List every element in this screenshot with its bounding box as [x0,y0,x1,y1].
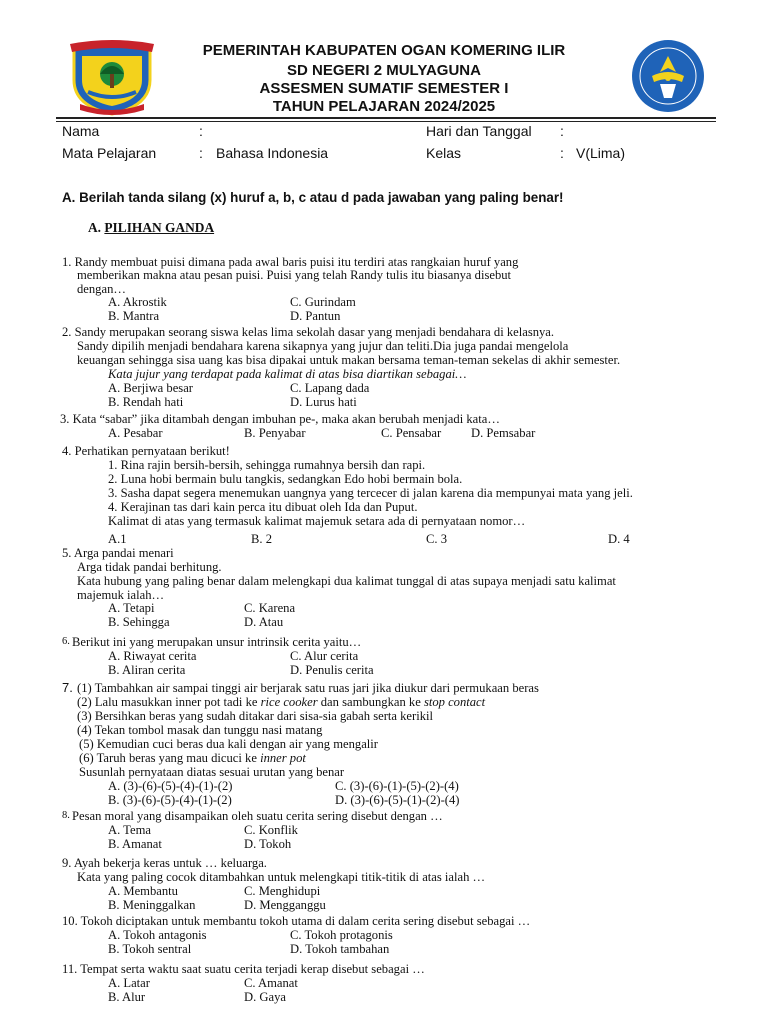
option-a[interactable]: A. Tema [108,823,151,837]
question-text: majemuk ialah… [77,588,165,602]
header-divider-thin [56,121,716,122]
question-prompt: Kata jujur yang terdapat pada kalimat di atas bisa diartikan sebagai… [108,367,467,381]
statement-4: 4. Kerajinan tas dari kain perca itu dibuat oleh Ida dan Puput. [108,500,418,514]
option-d[interactable]: D. Atau [244,615,284,629]
question-text: memberikan makna atau pesan puisi. Puisi yang telah Randy tulis itu biasanya disebut [77,268,512,282]
mata-pelajaran-value: Bahasa Indonesia [216,145,329,161]
question-number: 7. [62,680,73,695]
header-school-name: SD NEGERI 2 MULYAGUNA [287,62,481,79]
option-d[interactable]: D. Gaya [244,990,286,1004]
mata-pelajaran-label: Mata Pelajaran [62,145,157,161]
option-b[interactable]: B. Amanat [108,837,162,851]
option-c[interactable]: C. Alur cerita [290,649,359,663]
instruction: A. Berilah tanda silang (x) huruf a, b, c atau d pada jawaban yang paling benar! [62,190,564,205]
option-b[interactable]: B. Penyabar [244,426,306,440]
question-text: Kata hubung yang paling benar dalam melengkapi dua kalimat tunggal di atas supaya menjadi satu kalimat [77,574,616,588]
option-b[interactable]: B. (3)-(6)-(5)-(4)-(1)-(2) [108,793,232,807]
question-text: 11. Tempat serta waktu saat suatu cerita terjadi kerap disebut sebagai … [62,962,425,976]
question-prompt: Susunlah pernyataan diatas sesuai urutan yang benar [79,765,345,779]
header-school-year: TAHUN PELAJARAN 2024/2025 [272,98,496,115]
question-text: 2. Sandy merupakan seorang siswa kelas lima sekolah dasar yang menjadi bendahara di kelasnya. [62,325,555,339]
option-c[interactable]: C. Pensabar [381,426,442,440]
option-b[interactable]: B. Aliran cerita [108,663,186,677]
header-government: PEMERINTAH KABUPATEN OGAN KOMERING ILIR [202,42,566,59]
option-c[interactable]: C. Konflik [244,823,298,837]
option-d[interactable]: D. 4 [608,532,630,546]
nama-colon: : [199,123,203,139]
option-d[interactable]: D. Penulis cerita [290,663,374,677]
header-divider [56,117,716,119]
question-number: 8. [62,810,70,821]
statement-6: (6) Taruh beras yang mau dicuci ke inner pot [79,751,306,765]
statement-2: 2. Luna hobi bermain bulu tangkis, sedangkan Edo hobi bermain bola. [108,472,463,486]
option-b[interactable]: B. 2 [251,532,272,546]
option-d[interactable]: D. Tokoh [244,837,292,851]
kelas-value: V(Lima) [576,145,626,161]
statement-3: (3) Bersihkan beras yang sudah ditakar dari sisa-sia gabah serta kerikil [77,709,434,723]
statement-2: (2) Lalu masukkan inner pot tadi ke rice cooker dan sambungkan ke stop contact [77,695,486,709]
option-a[interactable]: A. Tetapi [108,601,155,615]
question-text: 10. Tokoh diciptakan untuk membantu tokoh utama di dalam cerita sering disebut sebagai … [62,914,531,928]
option-a[interactable]: A. Latar [108,976,150,990]
option-d[interactable]: D. Tokoh tambahan [290,942,390,956]
option-c[interactable]: C. (3)-(6)-(1)-(5)-(2)-(4) [335,779,459,793]
option-c[interactable]: C. Tokoh protagonis [290,928,393,942]
section-prefix: A. [88,220,105,235]
statement-1: 1. Rina rajin bersih-bersih, sehingga rumahnya bersih dan rapi. [108,458,426,472]
option-b[interactable]: B. Tokoh sentral [108,942,192,956]
option-a[interactable]: A. Berjiwa besar [108,381,193,395]
statement-3: 3. Sasha dapat segera menemukan uangnya yang tercecer di jalan karena dia mempunyai mata yang jeli. [108,486,633,500]
option-a[interactable]: A. Tokoh antagonis [108,928,207,942]
tut-wuri-handayani-logo-icon [622,38,714,114]
option-d[interactable]: D. Mengganggu [244,898,326,912]
hari-tanggal-colon: : [560,123,564,139]
question-text: 3. Kata “sabar” jika ditambah dengan imbuhan pe-, maka akan berubah menjadi kata… [60,412,500,426]
option-b[interactable]: B. Alur [108,990,146,1004]
question-text: Berikut ini yang merupakan unsur intrinsik cerita yaitu… [72,635,362,649]
option-c[interactable]: C. Karena [244,601,296,615]
question-text: keuangan sehingga sisa uang kas bisa dipakai untuk makan bersama teman-teman sekelas di akhir semester. [77,353,621,367]
option-c[interactable]: C. Menghidupi [244,884,321,898]
nama-label: Nama [62,123,100,139]
kelas-label: Kelas [426,145,462,161]
option-c[interactable]: C. Lapang dada [290,381,370,395]
option-c[interactable]: C. Gurindam [290,295,356,309]
option-b[interactable]: B. Sehingga [108,615,170,629]
hari-tanggal-label: Hari dan Tanggal [426,123,532,139]
option-d[interactable]: D. Pemsabar [471,426,536,440]
option-d[interactable]: D. Lurus hati [290,395,357,409]
option-b[interactable]: B. Meninggalkan [108,898,196,912]
option-a[interactable]: A.1 [108,532,127,546]
option-d[interactable]: D. (3)-(6)-(5)-(1)-(2)-(4) [335,793,460,807]
mata-pelajaran-colon: : [199,145,203,161]
option-d[interactable]: D. Pantun [290,309,341,323]
option-a[interactable]: A. Pesabar [108,426,163,440]
option-b[interactable]: B. Rendah hati [108,395,184,409]
option-a[interactable]: A. Riwayat cerita [108,649,197,663]
question-text: 5. Arga pandai menari [62,546,174,560]
section-title: PILIHAN GANDA [104,220,215,235]
question-text: Kata yang paling cocok ditambahkan untuk melengkapi titik-titik di atas ialah … [77,870,486,884]
section-heading [88,220,214,236]
question-text: 9. Ayah bekerja keras untuk … keluarga. [62,856,267,870]
statement-5: (5) Kemudian cuci beras dua kali dengan air yang mengalir [79,737,378,751]
question-number: 6. [62,636,70,647]
option-a[interactable]: A. Membantu [108,884,178,898]
header-exam-title: ASSESMEN SUMATIF SEMESTER I [259,80,509,97]
kelas-colon: : [560,145,564,161]
statement-1: (1) Tambahkan air sampai tinggi air berjarak satu ruas jari jika diukur dari permukaan beras [77,681,539,695]
option-b[interactable]: B. Mantra [108,309,160,323]
option-c[interactable]: C. Amanat [244,976,298,990]
question-text: Sandy dipilih menjadi bendahara karena sikapnya yang jujur dan teliti.Dia juga pandai mengelola [77,339,569,353]
question-text: 4. Perhatikan pernyataan berikut! [62,444,230,458]
option-c[interactable]: C. 3 [426,532,447,546]
question-text: 1. Randy membuat puisi dimana pada awal baris puisi itu terdiri atas rangkaian huruf yang [62,255,519,269]
option-a[interactable]: A. Akrostik [108,295,167,309]
question-text: Pesan moral yang disampaikan oleh suatu cerita sering disebut dengan … [72,809,443,823]
question-text: dengan… [77,282,126,296]
question-text: Arga tidak pandai berhitung. [77,560,222,574]
option-a[interactable]: A. (3)-(6)-(5)-(4)-(1)-(2) [108,779,233,793]
question-prompt: Kalimat di atas yang termasuk kalimat majemuk setara ada di pernyataan nomor… [108,514,526,528]
statement-4: (4) Tekan tombol masak dan tunggu nasi matang [77,723,323,737]
